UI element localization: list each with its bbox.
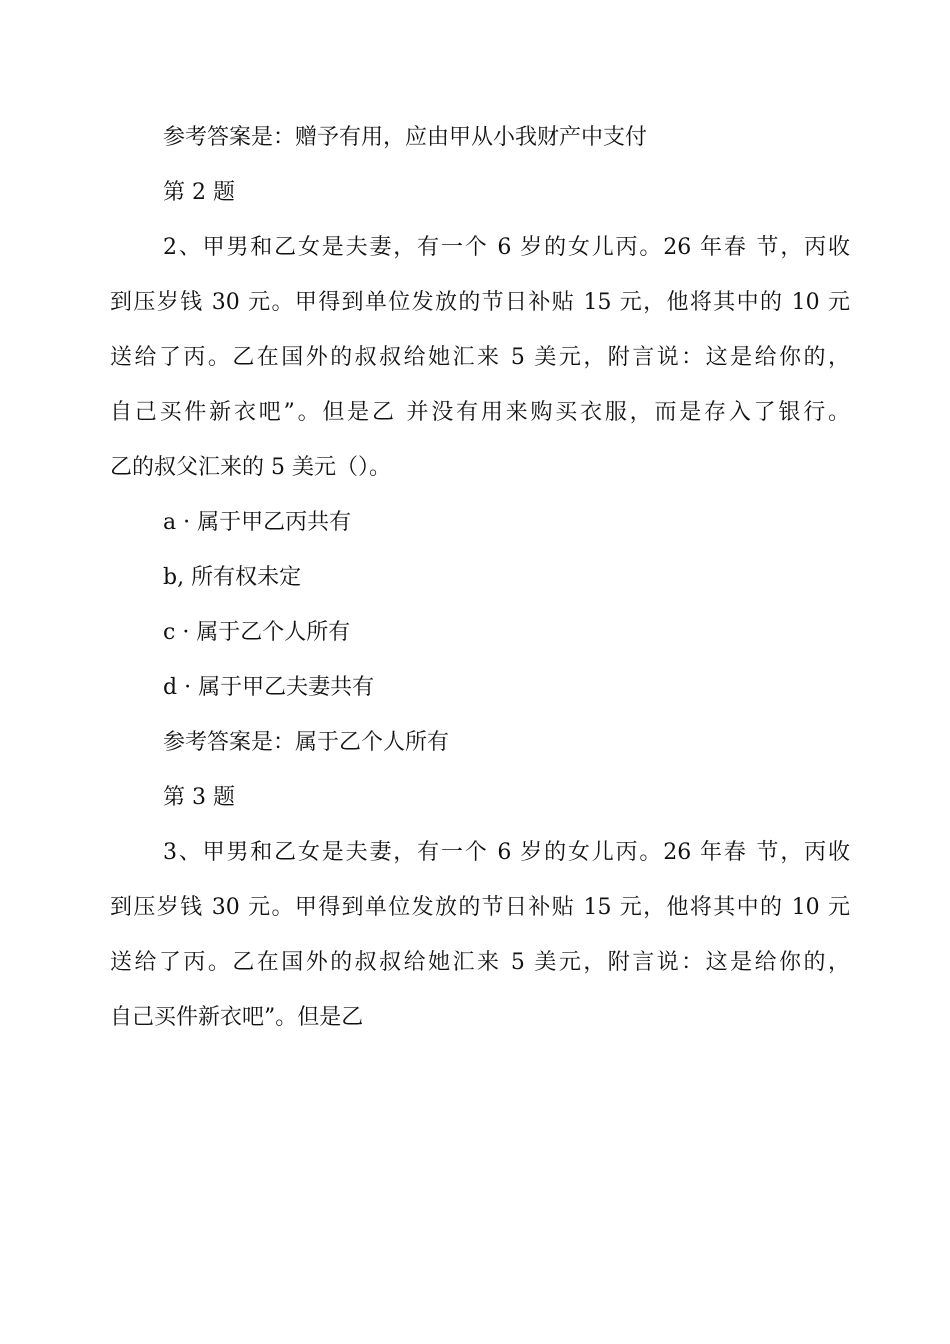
question-2-stem-line: 2、甲男和乙女是夫妻，有一个 6 岁的女儿丙。26 年春 节，丙收 [163,235,850,260]
question-2-stem-line: 送给了丙。乙在国外的叔叔给她汇来 5 美元，附言说：这是给你的， [110,345,850,370]
question-2-answer: 参考答案是：属于乙个人所有 [163,730,450,755]
option-c: c · 属于乙个人所有 [163,620,351,645]
question-3-stem-line: 3、甲男和乙女是夫妻，有一个 6 岁的女儿丙。26 年春 节，丙收 [163,840,850,865]
question-3-heading: 第 3 题 [163,785,235,810]
question-2-stem-line: 自己买件新衣吧”。但是乙 并没有用来购买衣服，而是存入了银行。 [110,400,850,425]
question-2-stem-line: 乙的叔父汇来的 5 美元（）。 [110,455,391,480]
option-d: d · 属于甲乙夫妻共有 [163,675,375,700]
question-3-stem-line: 自己买件新衣吧”。但是乙 [110,1005,364,1030]
option-b: b, 所有权未定 [163,565,302,590]
question-2-stem-line: 到压岁钱 30 元。甲得到单位发放的节日补贴 15 元，他将其中的 10 元 [110,290,850,315]
question-3-stem-line: 送给了丙。乙在国外的叔叔给她汇来 5 美元，附言说：这是给你的， [110,950,850,975]
previous-answer: 参考答案是：赠予有用，应由甲从小我财产中支付 [163,125,648,150]
question-2-heading: 第 2 题 [163,180,235,205]
option-a: a · 属于甲乙丙共有 [163,510,352,535]
question-3-stem-line: 到压岁钱 30 元。甲得到单位发放的节日补贴 15 元，他将其中的 10 元 [110,895,850,920]
